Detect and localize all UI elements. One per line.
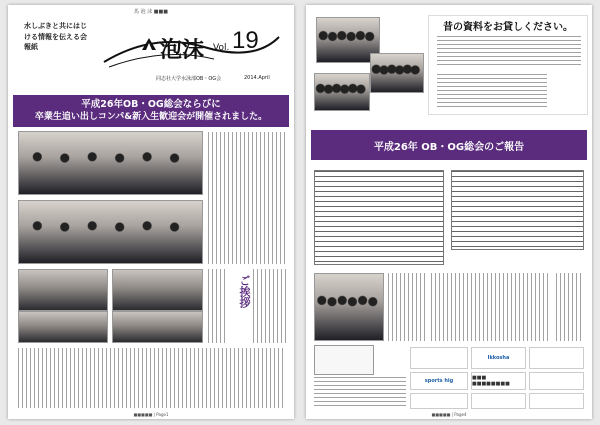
headline-line-1: 平成26年OB・OG総会ならびに: [81, 99, 221, 110]
event-photo: [314, 273, 384, 341]
financial-table-left: [314, 170, 444, 265]
request-title: 昔の資料をお貸しください。: [443, 22, 573, 33]
side-column-text: [556, 273, 584, 341]
page-footer: ■■■■■ | Page4: [431, 412, 467, 417]
ad-6: [529, 372, 584, 390]
request-contact-text: [437, 74, 547, 110]
recruit-box: [314, 345, 374, 375]
ad-7: [410, 393, 468, 409]
newsletter-page-2: [306, 5, 592, 419]
newsletter-page-1: [8, 5, 294, 419]
group-photo-2: [18, 200, 203, 264]
greeting-body-text: [253, 269, 286, 343]
article-column-text: [208, 132, 286, 264]
page-footer: ■■■■■ | Page1: [133, 412, 169, 417]
newsletter-logo-text: 泡沫: [160, 37, 205, 63]
reunion-photo-2: [370, 53, 424, 93]
financial-table-right: [451, 170, 584, 250]
mountain-emblem-icon: [141, 37, 157, 51]
ad-8: [471, 393, 526, 409]
bottom-article-text: [18, 348, 286, 408]
meeting-photo-1: [18, 269, 108, 311]
request-box: [428, 15, 588, 115]
request-body-text: [437, 36, 581, 68]
ad-2: Ikkosha: [471, 347, 526, 369]
volume-label: Vol.: [213, 43, 230, 53]
volume-number: 19: [232, 27, 259, 54]
greeting-title: ご挨拶: [238, 275, 251, 308]
ad-3: [529, 347, 584, 369]
greeting-side-text: [208, 269, 228, 343]
ad-9: [529, 393, 584, 409]
event-article-text: [388, 273, 428, 341]
ad-4: sports hig: [410, 372, 468, 390]
group-photo-1: [18, 131, 203, 195]
report-banner: [311, 130, 587, 160]
tagline: 水しぶきと共にはじける情報を伝える会報紙: [24, 22, 87, 51]
report-title: 平成26年 OB・OG総会のご報告: [373, 141, 525, 153]
headline-banner: [13, 95, 289, 127]
headline-line-2: 卒業生追い出しコンパ&新入生歓迎会が開催されました。: [34, 112, 268, 122]
masthead-small: 馬 泡 沫 ■■■: [134, 9, 168, 15]
notice-text: [314, 377, 406, 407]
ad-5: ■■■ ■■■■■■■■: [471, 372, 526, 390]
reunion-photo-3: [314, 73, 370, 111]
meeting-photo-4: [112, 311, 203, 343]
meeting-photo-2: [112, 269, 203, 311]
event-article-text-2: [431, 273, 551, 341]
meeting-photo-3: [18, 311, 108, 343]
issue-date: 2014.April: [244, 75, 270, 81]
publisher-name: 同志社大学水泳部OB・OG会: [156, 76, 222, 82]
ad-1: [410, 347, 468, 369]
